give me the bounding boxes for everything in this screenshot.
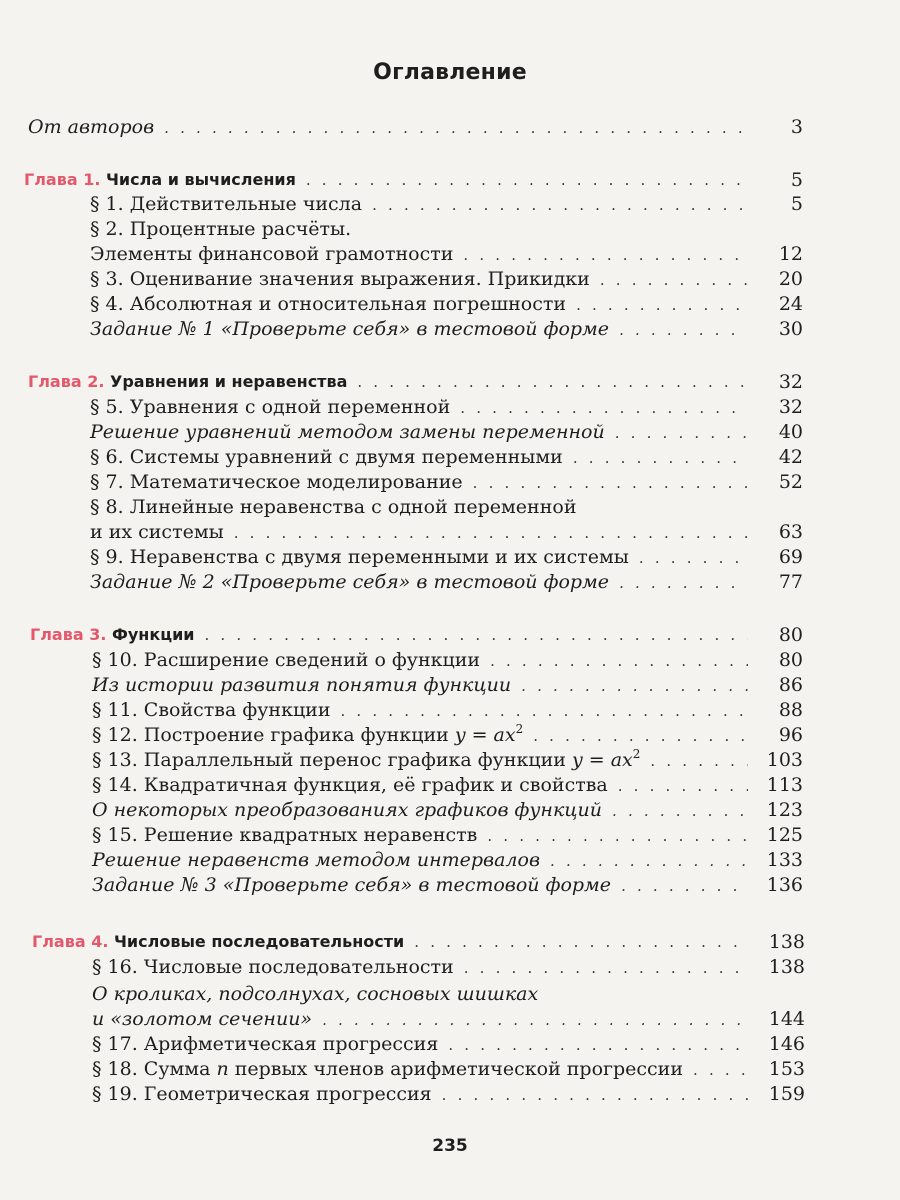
- toc-entry-s3[interactable]: [90, 267, 803, 292]
- leader-dots: [490, 649, 748, 673]
- entry-page: 40: [778, 421, 803, 443]
- leader-dots: [550, 849, 748, 873]
- entry-page: 5: [790, 193, 803, 215]
- leader-dots: [618, 774, 748, 798]
- leader-dots: [372, 193, 748, 217]
- entry-title: § 9. Неравенства с двумя переменными и их системы: [90, 546, 629, 568]
- leader-dots: [463, 243, 748, 267]
- toc-entry-s7[interactable]: [90, 470, 803, 495]
- entry-page: 30: [778, 318, 803, 340]
- leader-dots: [306, 168, 748, 192]
- entry-title: § 19. Геометрическая прогрессия: [92, 1083, 432, 1105]
- toc-chapter-2[interactable]: [28, 370, 803, 394]
- leader-dots: [576, 293, 748, 317]
- toc-chapter-1[interactable]: [24, 168, 803, 192]
- toc-entry-s11[interactable]: [92, 698, 803, 723]
- entry-title: § 10. Расширение сведений о функции: [92, 649, 481, 671]
- toc-entry-s6[interactable]: [90, 445, 803, 470]
- toc-entry-test-3[interactable]: [92, 873, 803, 898]
- toc-entry-s15[interactable]: [92, 823, 803, 848]
- toc-entry-s5[interactable]: [90, 395, 803, 420]
- toc-entry-s18[interactable]: [92, 1057, 805, 1082]
- entry-page: 138: [768, 931, 805, 953]
- toc-chapter-3[interactable]: [30, 623, 803, 647]
- entry-page: 138: [768, 956, 805, 978]
- toc-entry-s2-line1[interactable]: § 2. Процентные расчёты.: [90, 218, 352, 240]
- leader-dots: [533, 724, 748, 748]
- entry-page: 52: [778, 471, 803, 493]
- entry-page: 32: [778, 371, 803, 393]
- toc-entry-authors[interactable]: [28, 115, 803, 140]
- toc-entry-s9[interactable]: [90, 545, 803, 570]
- entry-title: § 13. Параллельный перенос графика функции: [92, 749, 566, 771]
- entry-title: Задание № 1 «Проверьте себя» в тестовой форме: [90, 318, 610, 340]
- entry-page: 123: [766, 799, 803, 821]
- entry-page: 136: [766, 874, 803, 896]
- leader-dots: [464, 956, 750, 980]
- entry-title: Элементы финансовой грамотности: [90, 243, 454, 265]
- entry-page: 86: [778, 674, 803, 696]
- leader-dots: [164, 116, 748, 140]
- leader-dots: [693, 1058, 750, 1082]
- entry-page: 159: [768, 1083, 805, 1105]
- entry-page: 5: [790, 169, 803, 191]
- leader-dots: [460, 396, 748, 420]
- entry-title: § 14. Квадратичная функция, её график и свойства: [92, 774, 608, 796]
- formula-variable: y: [454, 724, 466, 746]
- formula-body: = ax: [465, 724, 516, 746]
- entry-page: 32: [778, 396, 803, 418]
- entry-title: § 4. Абсолютная и относительная погрешности: [90, 293, 567, 315]
- entry-title: § 12. Построение графика функции: [92, 724, 449, 746]
- entry-title: и «золотом сечении»: [92, 1008, 313, 1030]
- toc-entry-s19[interactable]: [92, 1082, 805, 1107]
- entry-page: 133: [766, 849, 803, 871]
- entry-page: 42: [778, 446, 803, 468]
- entry-title: § 17. Арифметическая прогрессия: [92, 1033, 439, 1055]
- entry-title: От авторов: [28, 116, 155, 138]
- leader-dots: [612, 799, 748, 823]
- leader-dots: [650, 749, 748, 773]
- entry-page: 144: [768, 1008, 805, 1030]
- chapter-title: Числовые последовательности: [114, 932, 405, 951]
- toc-chapter-4[interactable]: [32, 930, 805, 954]
- leader-dots: [619, 571, 748, 595]
- toc-entry-s17[interactable]: [92, 1032, 805, 1057]
- entry-title: Задание № 3 «Проверьте себя» в тестовой форме: [92, 874, 612, 896]
- leader-dots: [487, 824, 748, 848]
- chapter-title: Функции: [112, 625, 195, 644]
- leader-dots: [600, 268, 748, 292]
- leader-dots: [357, 370, 748, 394]
- entry-title: и их системы: [90, 521, 224, 543]
- entry-page: 96: [778, 724, 803, 746]
- entry-title: § 3. Оценивание значения выражения. Прикидки: [90, 268, 590, 290]
- entry-title: Задание № 2 «Проверьте себя» в тестовой форме: [90, 571, 610, 593]
- entry-page: 77: [778, 571, 803, 593]
- entry-title: О некоторых преобразованиях графиков функций: [92, 799, 603, 821]
- toc-entry-extra-5[interactable]: [92, 1007, 805, 1032]
- leader-dots: [448, 1033, 750, 1057]
- toc-entry-s13[interactable]: [92, 747, 803, 773]
- entry-page: 24: [778, 293, 803, 315]
- entry-page: 12: [778, 243, 803, 265]
- toc-entry-test-2[interactable]: [90, 570, 803, 595]
- entry-title: § 15. Решение квадратных неравенств: [92, 824, 478, 846]
- leader-dots: [615, 421, 748, 445]
- formula-variable: n: [216, 1058, 229, 1080]
- toc-entry-s1[interactable]: [90, 192, 803, 217]
- toc-entry-s10[interactable]: [92, 648, 803, 673]
- leader-dots: [521, 674, 748, 698]
- entry-title: Решение неравенств методом интервалов: [92, 849, 541, 871]
- leader-dots: [414, 930, 750, 954]
- formula-exponent: 2: [515, 722, 524, 736]
- entry-title: § 11. Свойства функции: [92, 699, 331, 721]
- toc-entry-extra-5-line1[interactable]: О кроликах, подсолнухах, сосновых шишках: [92, 983, 539, 1005]
- leader-dots: [473, 471, 748, 495]
- toc-entry-extra-3[interactable]: [92, 798, 803, 823]
- entry-title: Решение уравнений методом замены переменной: [90, 421, 605, 443]
- toc-entry-s8[interactable]: [90, 520, 803, 545]
- entry-page: 146: [768, 1033, 805, 1055]
- entry-page: 153: [768, 1058, 805, 1080]
- chapter-number: Глава 1.: [24, 170, 101, 189]
- toc-entry-s4[interactable]: [90, 292, 803, 317]
- leader-dots: [205, 623, 749, 647]
- chapter-title: Уравнения и неравенства: [110, 372, 348, 391]
- leader-dots: [322, 1008, 750, 1032]
- entry-page: 103: [766, 749, 803, 771]
- toc-entry-s2[interactable]: [90, 242, 803, 267]
- entry-page: 80: [778, 649, 803, 671]
- toc-entry-extra-1[interactable]: [90, 420, 803, 445]
- entry-page: 63: [778, 521, 803, 543]
- entry-page: 125: [766, 824, 803, 846]
- entry-title: § 7. Математическое моделирование: [90, 471, 463, 493]
- toc-entry-test-1[interactable]: [90, 317, 803, 342]
- toc-entry-s16[interactable]: [92, 955, 805, 980]
- entry-title: § 5. Уравнения с одной переменной: [90, 396, 451, 418]
- entry-title: § 1. Действительные числа: [90, 193, 363, 215]
- leader-dots: [619, 318, 748, 342]
- toc-entry-s8-line1[interactable]: § 8. Линейные неравенства с одной переменной: [90, 496, 577, 518]
- leader-dots: [573, 446, 748, 470]
- chapter-title: Числа и вычисления: [106, 170, 296, 189]
- entry-page: 69: [778, 546, 803, 568]
- toc-entry-extra-4[interactable]: [92, 848, 803, 873]
- formula-variable: y: [571, 749, 583, 771]
- toc-entry-s14[interactable]: [92, 773, 803, 798]
- formula-exponent: 2: [632, 747, 641, 761]
- page-number: 235: [432, 1136, 468, 1156]
- leader-dots: [340, 699, 748, 723]
- page-title: Оглавление: [373, 60, 527, 85]
- toc-entry-extra-2[interactable]: [92, 673, 803, 698]
- entry-page: 113: [766, 774, 803, 796]
- leader-dots: [234, 521, 748, 545]
- entry-page: 88: [778, 699, 803, 721]
- entry-title-end: первых членов арифметической прогрессии: [228, 1058, 684, 1080]
- entry-title: § 16. Числовые последовательности: [92, 956, 454, 978]
- leader-dots: [621, 874, 748, 898]
- leader-dots: [639, 546, 748, 570]
- entry-title-start: § 18. Сумма: [92, 1058, 217, 1080]
- chapter-number: Глава 2.: [28, 372, 105, 391]
- leader-dots: [442, 1083, 750, 1107]
- entry-page: 80: [778, 624, 803, 646]
- entry-page: 3: [790, 116, 803, 138]
- chapter-number: Глава 4.: [32, 932, 109, 951]
- chapter-number: Глава 3.: [30, 625, 107, 644]
- entry-page: 20: [778, 268, 803, 290]
- entry-title: Из истории развития понятия функции: [92, 674, 512, 696]
- toc-entry-s12[interactable]: [92, 722, 803, 748]
- entry-title: § 6. Системы уравнений с двумя переменными: [90, 446, 563, 468]
- formula-body: = ax: [582, 749, 633, 771]
